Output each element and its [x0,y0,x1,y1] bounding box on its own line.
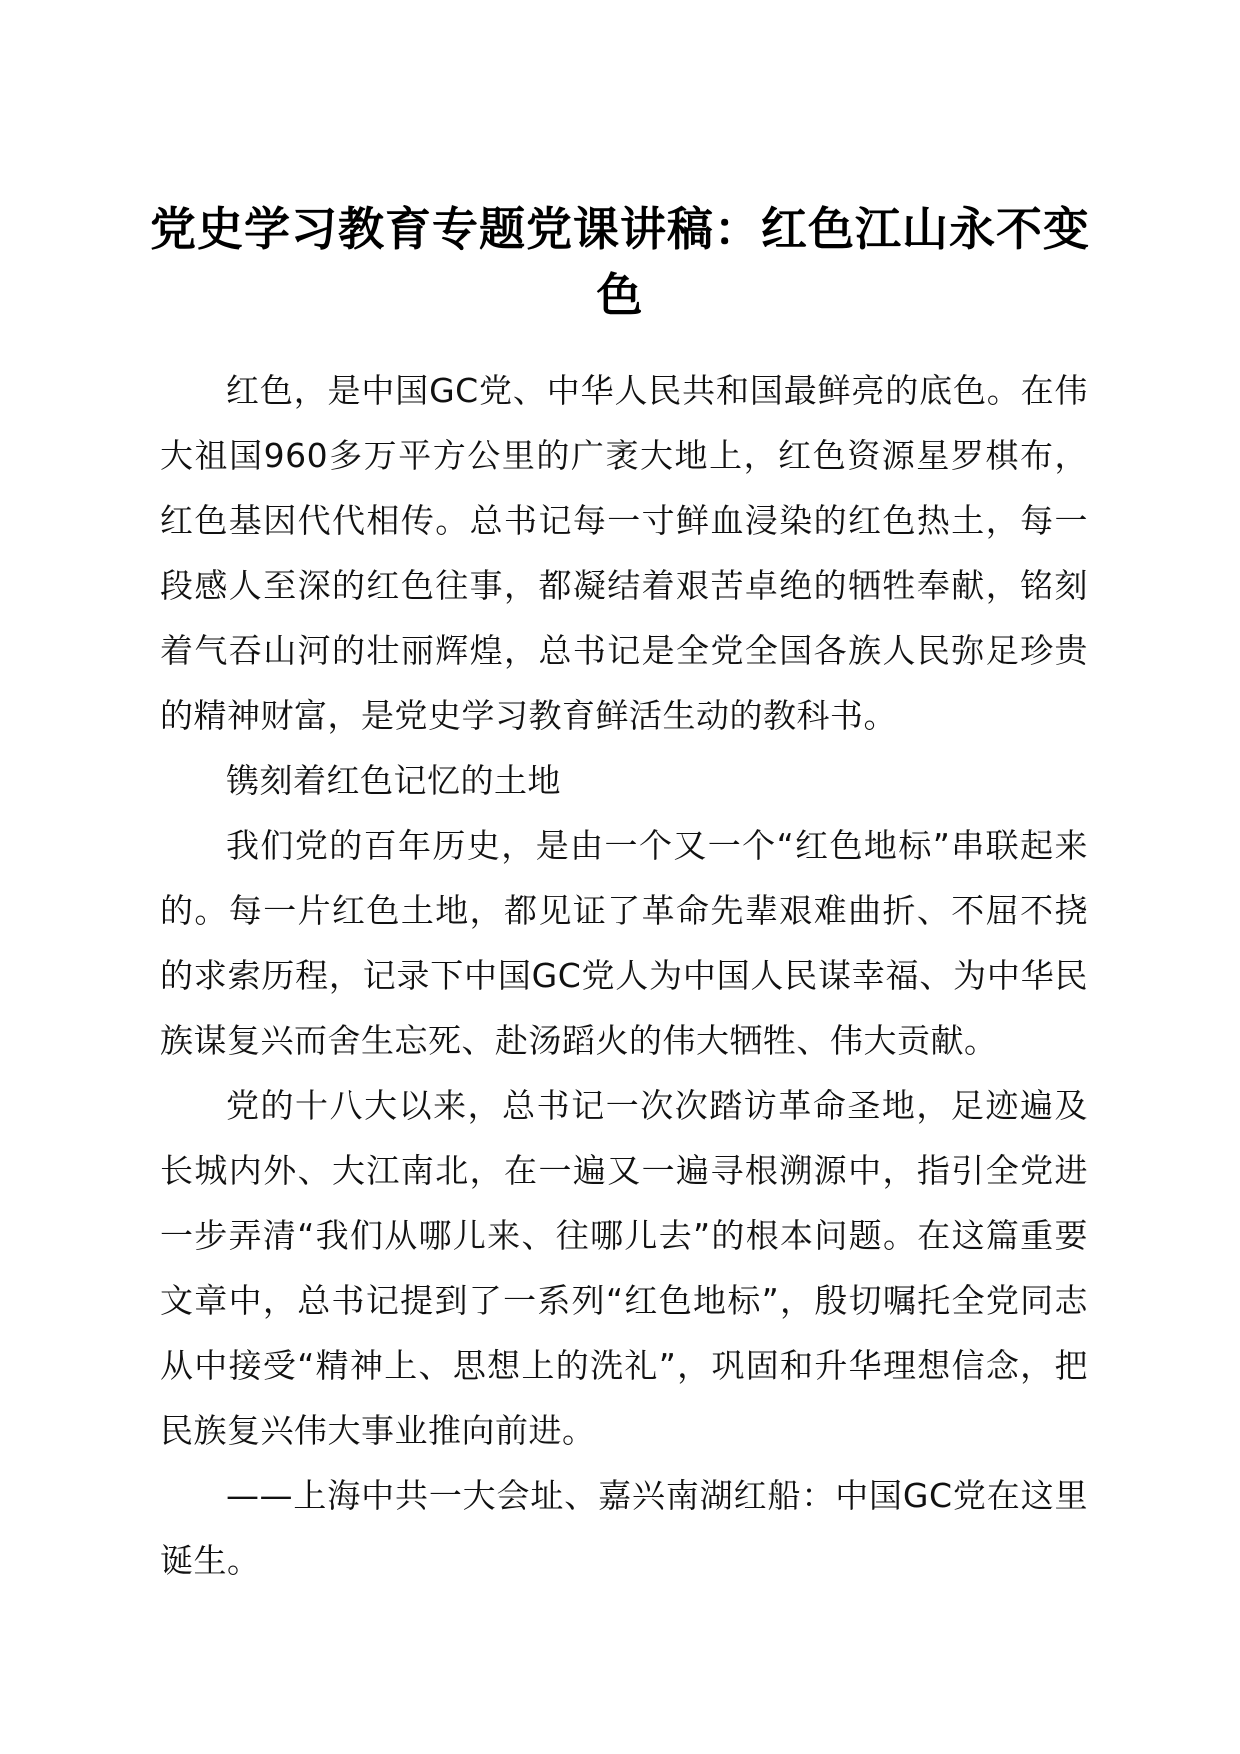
section-heading: 镌刻着红色记忆的土地 [226,761,561,800]
document-title: 党史学习教育专题党课讲稿：红色江山永不变色 [150,202,1090,322]
paragraph-intro: 红色，是中国GC党、中华人民共和国最鲜亮的底色。在伟大祖国960多万平方公里的广袤大地上，红色资源星罗棋布，红色基因代代相传。总书记每一寸鲜血浸染的红色热土，每一段感人至深的红色往事，都凝结着艰苦卓绝的牺牲奉献，铭刻着气吞山河的壮丽辉煌，总书记是全党全国各族人民弥足珍贵的精神财富，是党史学习教育鲜活生动的教科书。 [160,371,1088,735]
paragraph-shanghai-jiaxing: ——上海中共一大会址、嘉兴南湖红船：中国GC党在这里诞生。 [160,1476,1088,1580]
paragraph-eighteenth-congress: 党的十八大以来，总书记一次次踏访革命圣地，足迹遍及长城内外、大江南北，在一遍又一遍寻根溯源中，指引全党进一步弄清“我们从哪儿来、往哪儿去”的根本问题。在这篇重要文章中，总书记提到了一系列“红色地标”，殷切嘱托全党同志从中接受“精神上、思想上的洗礼”，巩固和升华理想信念，把民族复兴伟大事业推向前进。 [160,1086,1088,1450]
paragraph-red-landmarks: 我们党的百年历史，是由一个又一个“红色地标”串联起来的。每一片红色土地，都见证了革命先辈艰难曲折、不屈不挠的求索历程，记录下中国GC党人为中国人民谋幸福、为中华民族谋复兴而舍生忘死、赴汤蹈火的伟大牺牲、伟大贡献。 [160,826,1088,1060]
document-body [160,358,1088,1593]
